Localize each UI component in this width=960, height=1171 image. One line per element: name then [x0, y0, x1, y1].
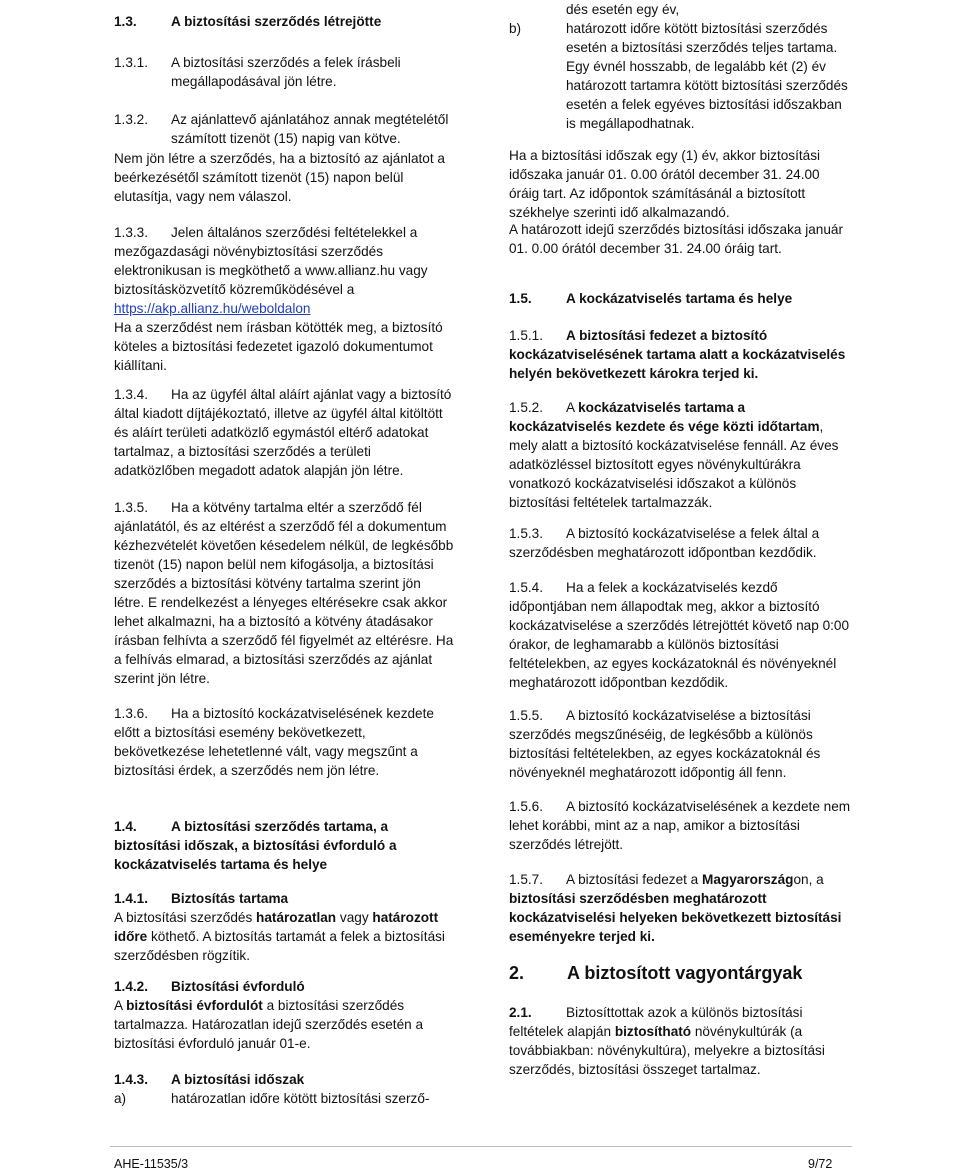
section-1-5-4: 1.5.4. Ha a felek a kockázatviselés kezdő időpontjában nem állapodtak meg, akkor a biztosító kockázatviselése a szerződés létrejöttét követő nap 0:00 órakor, de leghamarabb a különös biztosítási feltételekben, az egyes kockázatoknál és növényeknél meghatározott időpontban kezdődik.: [509, 580, 850, 690]
chapter-2-heading: 2. A biztosított vagyontárgyak: [509, 963, 803, 983]
section-1-3-3: 1.3.3. Jelen általános szerződési feltételekkel a mezőgazdasági növénybiztosítási szerződés elektronikusan is megköthető a www.allianz.hu vagy biztosításközvetítő közreműködésével a https://akp.allianz.hu/weboldalon Ha a szerződést nem írásban kötötték meg, a biztosító köteles a biztosítási fedezetet igazoló dokumentumot kiállítani.: [114, 225, 443, 373]
section-1-3-1: 1.3.1. A biztosítási szerződés a felek írásbeli megállapodásával jön létre.: [114, 55, 401, 89]
section-1-4-heading: 1.4. A biztosítási szerződés tartama, a biztosítási időszak, a biztosítási évforduló a kockázatviselés tartama és helye: [114, 819, 397, 872]
footer-page-number: 9/72: [808, 1157, 833, 1171]
section-1-5-5: 1.5.5. A biztosító kockázatviselése a biztosítási szerződés megszűnéséig, de legkésőbb a különös biztosítási feltételekben, az egyes kockázatoknál és növényeknél meghatározott időpontig áll fenn.: [509, 708, 821, 780]
section-1-3-2: 1.3.2. Az ajánlattevő ajánlatához annak megtételétől számított tizenöt (15) napig van kötve.: [114, 112, 449, 146]
section-1-5-6: 1.5.6. A biztosító kockázatviselésének a kezdete nem lehet korábbi, mint az a nap, amikor a biztosítási szerződés létrejött.: [509, 799, 851, 852]
section-1-5-7: 1.5.7. A biztosítási fedezet a Magyarországon, a biztosítási szerződésben meghatározott kockázatviselési helyeken bekövetkezett biztosítási eseményekre terjed ki.: [509, 872, 842, 944]
section-1-3-4: 1.3.4. Ha az ügyfél által aláírt ajánlat vagy a biztosító által kiadott díjtájékoztató, illetve az ügyfél által kitöltött és aláírt területi adatközlő egymástól eltérő adatokat tartalmaz, a biztosítási szerződés a területi adatközlőben megadott adatok alapján jön létre.: [114, 387, 452, 478]
section-1-3-5: 1.3.5. Ha a kötvény tartalma eltér a szerződő fél ajánlatától, és az eltérést a szerződő fél a dokumentum kézhezvételét követően késedelem nélkül, de legkésőbb tizenöt (15) napon belül nem kifogásolja, a biztosítási szerződés a biztosítási kötvény tartalma szerint jön létre. E rendelkezést a lényeges eltérésekre csak akkor lehet alkalmazni, ha a biztosító a kötvény átadásakor írásban felhívta a szerződő fél figyelmét az eltérésre. Ha a felhívás elmarad, a biztosítási szerződés az ajánlat szerint jön létre.: [114, 500, 454, 686]
section-1-5-3: 1.5.3. A biztosító kockázatviselése a felek által a szerződésben meghatározott időpontban kezdődik.: [509, 526, 820, 560]
period-paragraph-1: Ha a biztosítási időszak egy (1) év, akkor biztosítási időszaka január 01. 0.00 órától december 31. 24.00 óráig tart. Az időpontok számításánál a biztosított székhelye szerinti idő alkalmazandó.: [509, 148, 821, 220]
section-1-5-1: 1.5.1. A biztosítási fedezet a biztosító kockázatviselésének tartama alatt a kockázatviselés helyén bekövetkezett károkra terjed ki.: [509, 328, 846, 381]
section-1-3-heading: 1.3. A biztosítási szerződés létrejötte: [114, 14, 382, 29]
period-paragraph-2: A határozott idejű szerződés biztosítási időszaka január 01. 0.00 órától december 31. 24.00 óráig tart.: [509, 222, 843, 256]
section-1-3-2-text: Nem jön létre a szerződés, ha a biztosító az ajánlatot a beérkezésétől számított tizenöt (15) napon belül elutasítja, vagy nem válaszol.: [114, 151, 445, 204]
section-1-5-2: 1.5.2. A kockázatviselés tartama a kockázatviselés kezdete és vége közti időtartam, mely alatt a biztosító kockázatviselése fennáll. Az éves adatközléssel biztosított egyes növénykultúrákra vonatkozó kockázatviselési időszakot a különös biztosítási feltételek tartalmazzák.: [509, 400, 839, 510]
section-1-5-heading: 1.5. A kockázatviselés tartama és helye: [509, 291, 793, 306]
section-1-4-3: 1.4.3. A biztosítási időszak a) határozatlan időre kötött biztosítási szerző-: [114, 1072, 430, 1106]
section-2-1: 2.1. Biztosíttottak azok a különös biztosítási feltételek alapján biztosítható növénykultúrák (a továbbiakban: növénykultúra), melyekre a biztosítási szerződés, biztosítási összeget tartalmaz.: [509, 1005, 825, 1077]
footer-divider: [110, 1146, 852, 1147]
section-1-4-1: 1.4.1. Biztosítás tartama A biztosítási szerződés határozatlan vagy határozott időre köthető. A biztosítás tartamát a felek a biztosítási szerződésben rögzítik.: [114, 891, 445, 963]
footer-doc-id: AHE-11535/3: [114, 1157, 189, 1171]
section-1-4-2: 1.4.2. Biztosítási évforduló A biztosítási évfordulót a biztosítási szerződés tartalmazza. Határozatlan idejű szerződés esetén a biztosítási évforduló január 01-e.: [114, 979, 424, 1051]
list-item-b: b) határozott időre kötött biztosítási szerződés esetén a biztosítási szerződés teljes tartama. Egy évnél hosszabb, de legalább két (2) év határozott tartamra kötött biztosítási szerződés esetén a felek egyéves biztosítási időszakban is megállapodhatnak.: [509, 21, 848, 131]
section-1-3-6: 1.3.6. Ha a biztosító kockázatviselésének kezdete előtt a biztosítási esemény bekövetkezett, bekövetkezése lehetetlenné vált, vagy megszűnt a biztosítási érdek, a szerződés nem jön létre.: [114, 706, 434, 778]
akp-allianz-link[interactable]: https://akp.allianz.hu/weboldalon: [114, 301, 311, 316]
